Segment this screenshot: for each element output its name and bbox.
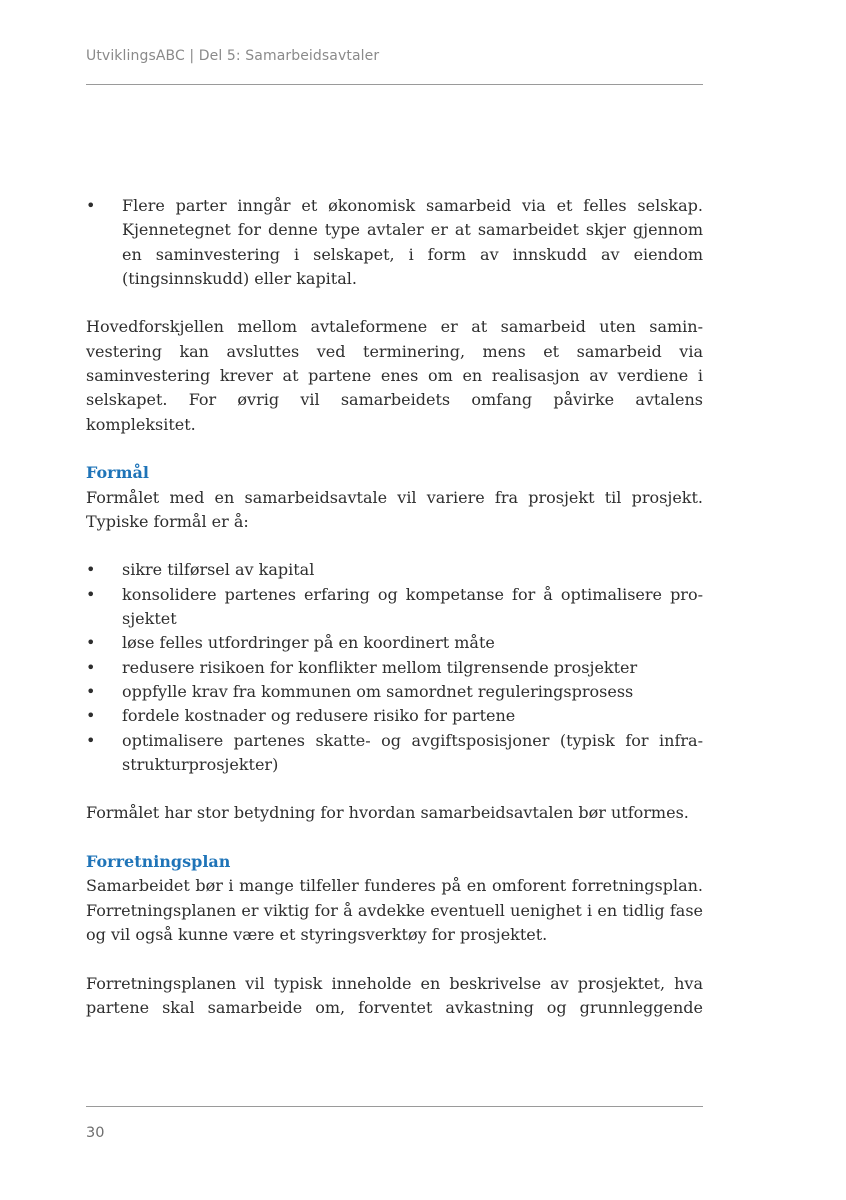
bullet-marker: • <box>86 681 96 701</box>
list-item <box>86 680 703 704</box>
list-item-text: redusere risikoen for konflikter mellom tilgrensende prosjekter <box>122 657 638 677</box>
list-item-text: oppfylle krav fra kommunen om samordnet reguleringsprosess <box>122 681 634 701</box>
list-item-text: Flere parter inngår et økonomisk samarbeid via et felles selskap. Kjennetegnet for denne type avtaler er at samarbeidet skjer gjennom en saminvestering i selskapet, i form av innskudd av eiendom (tingsinnskudd) eller kapital. <box>122 196 703 288</box>
section-heading-business-plan: Forretningsplan <box>86 852 231 872</box>
intro-bullet-list <box>86 194 703 291</box>
purpose-bullet-list <box>86 558 703 777</box>
list-item <box>86 729 703 778</box>
body-paragraph: Hovedforskjellen mellom avtaleformene er at samarbeid uten saminvestering kan avsluttes ved terminering, mens et samarbeid via saminvestering krever at partene enes om en realisasjon av verdiene i selskapet. For øvrig vil samarbeidets omfang påvirke avtalens kompleksitet. <box>86 317 703 434</box>
header-divider <box>86 84 703 85</box>
section-heading-purpose: Formål <box>86 463 149 483</box>
bullet-marker: • <box>86 196 96 215</box>
running-header: UtviklingsABC | Del 5: Samarbeidsavtaler <box>86 48 380 64</box>
page-number: 30 <box>86 1125 105 1141</box>
business-plan-paragraph-continued: Forretningsplanen vil typisk inneholde en beskrivelse av prosjektet, hva partene skal samarbeide om, forventet avkastning og grunnleggende <box>86 973 703 1017</box>
list-item-text: sikre tilførsel av kapital <box>122 560 315 580</box>
bullet-marker: • <box>86 560 96 580</box>
list-item <box>86 583 703 632</box>
bullet-marker: • <box>86 584 96 604</box>
purpose-intro-paragraph: Formålet med en samarbeidsavtale vil variere fra prosjekt til prosjekt. Typiske formål er å: <box>86 487 703 531</box>
page-body <box>86 194 703 1020</box>
list-item-text: løse felles utfordringer på en koordinert måte <box>122 633 495 653</box>
footer-divider <box>86 1106 703 1107</box>
list-item <box>86 558 703 582</box>
list-item <box>86 704 703 728</box>
list-item <box>86 631 703 655</box>
purpose-conclusion-paragraph: Formålet har stor betydning for hvordan samarbeidsavtalen bør utformes. <box>86 803 689 823</box>
bullet-marker: • <box>86 730 96 750</box>
list-item <box>86 656 703 680</box>
list-item-text: optimalisere partenes skatte- og avgiftsposisjoner (typisk for infrastrukturprosjekter) <box>122 730 703 774</box>
list-item <box>86 194 703 291</box>
bullet-marker: • <box>86 633 96 653</box>
bullet-marker: • <box>86 657 96 677</box>
bullet-marker: • <box>86 706 96 726</box>
list-item-text: konsolidere partenes erfaring og kompetanse for å optimalisere prosjektet <box>122 584 703 629</box>
business-plan-paragraph: Samarbeidet bør i mange tilfeller funderes på en omforent forretningsplan. Forretningsplanen er viktig for å avdekke eventuell uenighet i en tidlig fase og vil også kunne være et styringsverktøy for prosjektet. <box>86 876 703 944</box>
list-item-text: fordele kostnader og redusere risiko for partene <box>122 706 516 726</box>
